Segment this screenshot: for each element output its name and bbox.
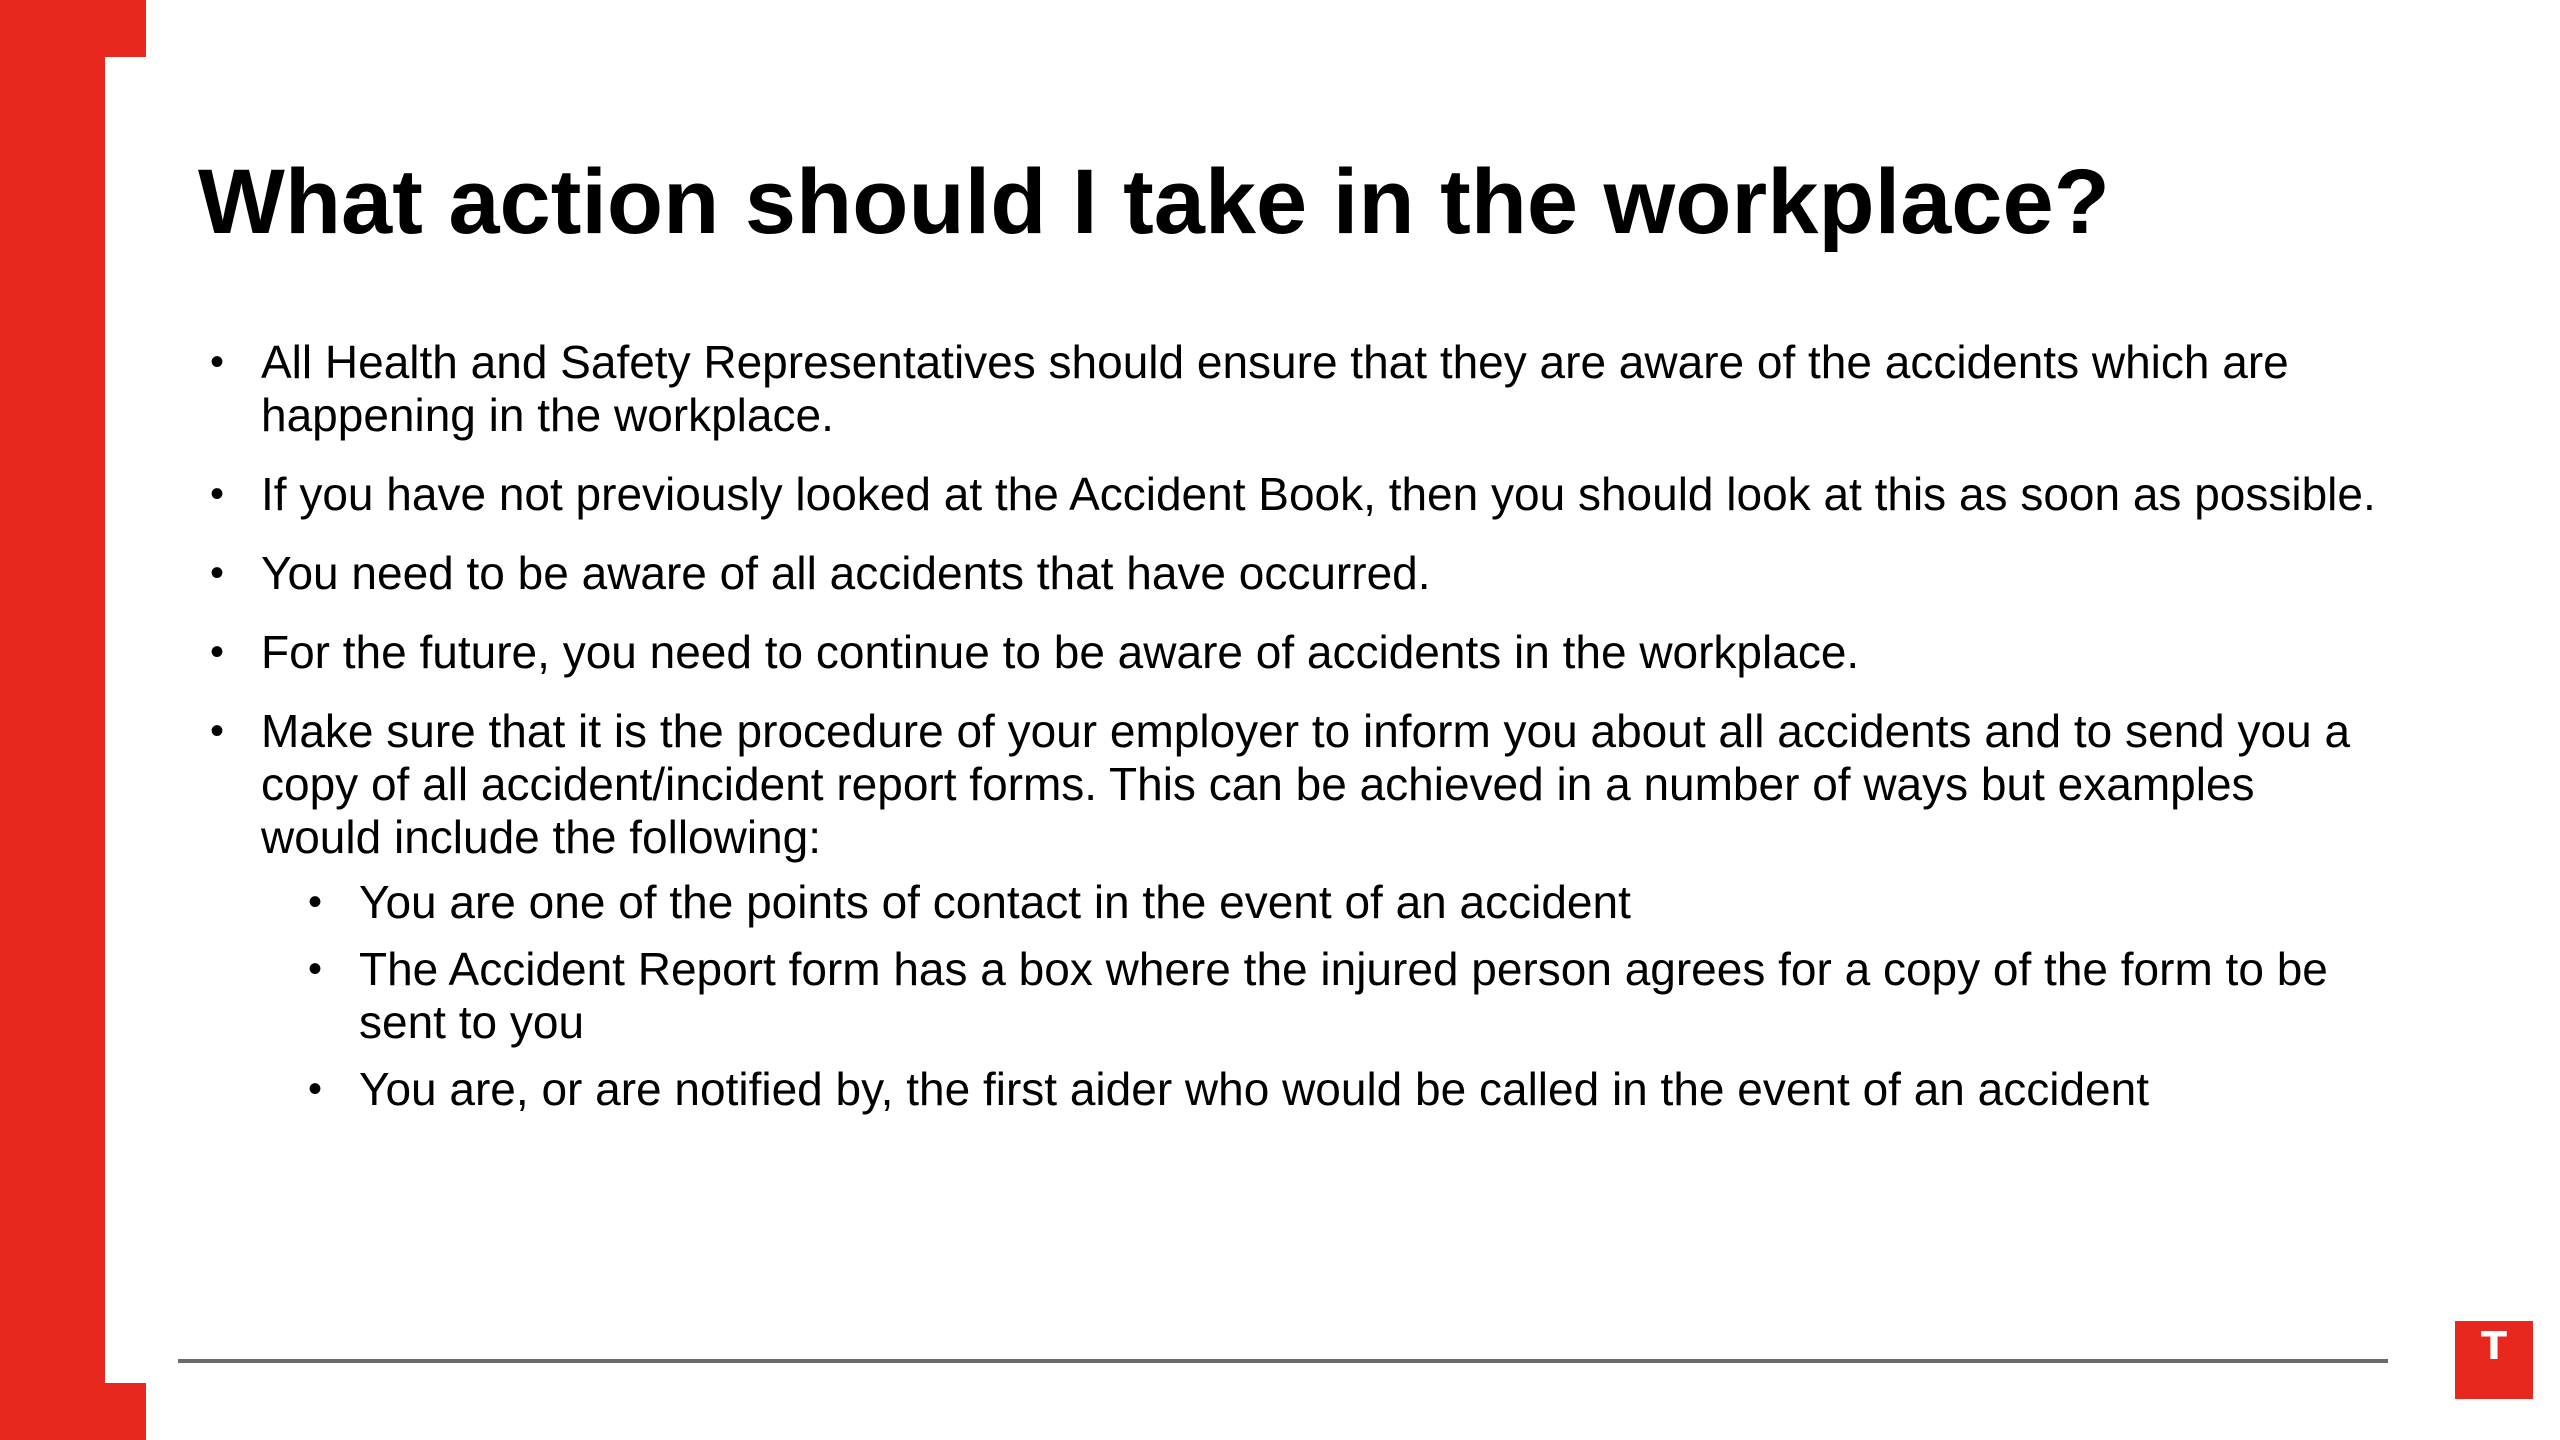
bullet-text: If you have not previously looked at the Accident Book, then you should look at this as soon as possible. bbox=[261, 468, 2376, 520]
bullet-dot: • bbox=[308, 1067, 323, 1111]
bullet-dot: • bbox=[210, 709, 225, 753]
sub-bullet-item bbox=[0, 943, 2560, 1049]
red-bracket-top bbox=[0, 0, 146, 57]
sub-bullet-text: You are, or are notified by, the first aider who would be called in the event of an accident bbox=[359, 1063, 2150, 1115]
bullet-item bbox=[0, 336, 2560, 442]
bullet-dot: • bbox=[210, 551, 225, 595]
bullet-text: You need to be aware of all accidents that have occurred. bbox=[261, 547, 1431, 599]
bullet-dot: • bbox=[308, 880, 323, 924]
bullet-dot: • bbox=[210, 630, 225, 674]
logo-t-icon: T bbox=[2455, 1321, 2533, 1399]
bullet-text: For the future, you need to continue to be aware of accidents in the workplace. bbox=[261, 626, 1860, 678]
bullet-item bbox=[0, 626, 2560, 679]
bullet-item bbox=[0, 547, 2560, 600]
sub-bullet-text: You are one of the points of contact in the event of an accident bbox=[359, 876, 1631, 928]
bullet-text: All Health and Safety Representatives should ensure that they are aware of the accidents which are happening in the workplace. bbox=[261, 336, 2289, 441]
bullet-list bbox=[0, 336, 2560, 1142]
sub-bullet-text: The Accident Report form has a box where the injured person agrees for a copy of the form to be sent to you bbox=[359, 943, 2328, 1048]
bullet-text: Make sure that it is the procedure of your employer to inform you about all accidents and to send you a copy of all accident/incident report forms. This can be achieved in a number of ways but examples would include the following: bbox=[261, 705, 2351, 863]
bullet-dot: • bbox=[210, 340, 225, 384]
slide-title: What action should I take in the workplace? bbox=[198, 151, 2110, 253]
bullet-dot: • bbox=[210, 472, 225, 516]
bullet-item bbox=[0, 468, 2560, 521]
sub-bullet-item bbox=[0, 1063, 2560, 1116]
footer-divider bbox=[178, 1359, 2388, 1363]
bullet-item bbox=[0, 705, 2560, 1116]
sub-bullet-list bbox=[0, 876, 2560, 1116]
bullet-dot: • bbox=[308, 947, 323, 991]
sub-bullet-item bbox=[0, 876, 2560, 929]
red-bracket-bottom bbox=[0, 1383, 146, 1440]
